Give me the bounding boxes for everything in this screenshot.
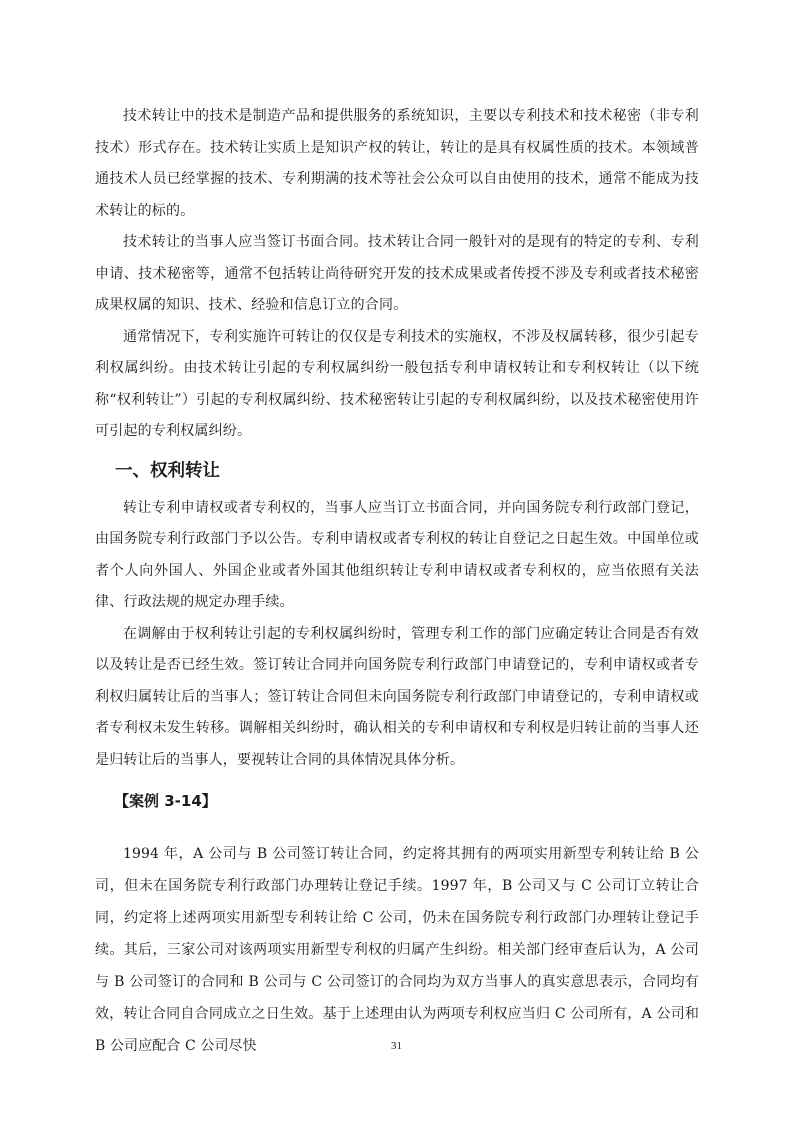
intro-paragraph-3: 通常情况下，专利实施许可转让的仅仅是专利技术的实施权，不涉及权属转移，很少引起专利权属纠纷。由技术转让引起的专利权属纠纷一般包括专利申请权转让和专利权转让（以下统称“权利转让”）引起的专利权属纠纷、技术秘密转让引起的专利权属纠纷，以及技术秘密使用许可引起的专利权属纠纷。: [95, 328, 699, 439]
section-paragraph-2: 在调解由于权利转让引起的专利权属纠纷时，管理专利工作的部门应确定转让合同是否有效以及转让是否已经生效。签订转让合同并向国务院专利行政部门申请登记的，专利申请权或者专利权归属转让后的当事人；签订转让合同但未向国务院专利行政部门申请登记的，专利申请权或者专利权未发生转移。调解相关纠纷时，确认相关的专利申请权和专利权是归转让前的当事人还是归转让后的当事人，要视转让合同的具体情况具体分析。: [95, 625, 699, 768]
page-body: [95, 101, 699, 1062]
section-heading: 一、权利转让: [115, 460, 220, 481]
intro-paragraph-2: 技术转让的当事人应当签订书面合同。技术转让合同一般针对的是现有的特定的专利、专利申请、技术秘密等，通常不包括转让尚待研究开发的技术成果或者传授不涉及专利或者技术秘密成果权属的知识、技术、经验和信息订立的合同。: [95, 234, 699, 313]
intro-paragraph-1: 技术转让中的技术是制造产品和提供服务的系统知识，主要以专利技术和技术秘密（非专利技术）形式存在。技术转让实质上是知识产权的转让，转让的是具有权属性质的技术。本领域普通技术人员已经掌握的技术、专利期满的技术等社会公众可以自由使用的技术，通常不能成为技术转让的标的。: [95, 108, 699, 219]
section-paragraph-1: 转让专利申请权或者专利权的，当事人应当订立书面合同，并向国务院专利行政部门登记，由国务院专利行政部门予以公告。专利申请权或者专利权的转让自登记之日起生效。中国单位或者个人向外国人、外国企业或者外国其他组织转让专利申请权或者专利权的，应当依照有关法律、行政法规的规定办理手续。: [95, 499, 699, 610]
case-paragraph: 1994 年，A 公司与 B 公司签订转让合同，约定将其拥有的两项实用新型专利转让给 B 公司，但未在国务院专利行政部门办理转让登记手续。1997 年，B 公司又与 C 公司订立转让合同，约定将上述两项实用新型专利转让给 C 公司，仍未在国务院专利行政部门办理转让登记手续。其后，三家公司对该两项实用新型专利权的归属产生纠纷。相关部门经审查后认为，A 公司与 B 公司签订的合同和 B 公司与 C 公司签订的合同均为双方当事人的真实意思表示，合同均有效，转让合同自合同成立之日生效。基于上述理由认为两项专利权应当归 C 公司所有，A 公司和 B 公司应配合 C 公司尽快: [95, 846, 699, 1054]
case-title: 【案例 3-14】: [114, 792, 217, 810]
page-number: 31: [391, 1040, 402, 1052]
